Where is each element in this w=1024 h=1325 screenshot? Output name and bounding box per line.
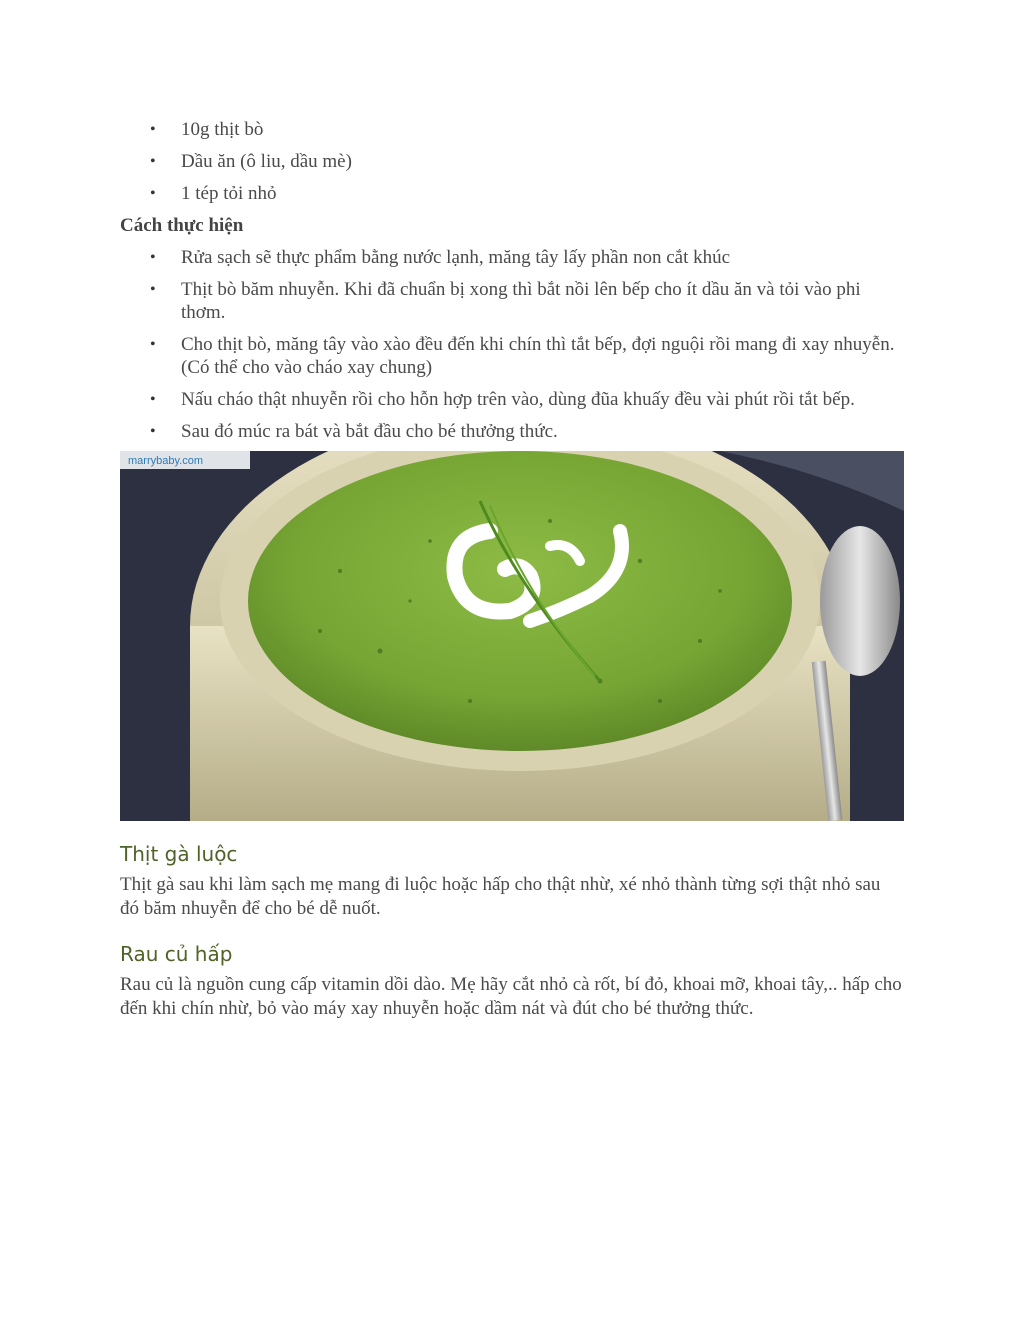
section-body-chicken: Thịt gà sau khi làm sạch mẹ mang đi luộc hoặc hấp cho thật nhừ, xé nhỏ thành từng sợi thật nhỏ sau đó băm nhuyễn để cho bé dễ nuốt. bbox=[120, 874, 881, 919]
document-page bbox=[120, 118, 904, 1021]
method-heading: Cách thực hiện bbox=[120, 215, 244, 236]
list-item: • 10g thịt bò bbox=[120, 118, 904, 141]
section-heading-chicken: Thịt gà luộc bbox=[120, 842, 238, 866]
ingredient-list bbox=[120, 118, 904, 205]
soup-photo bbox=[120, 451, 904, 821]
list-item: • Sau đó múc ra bát và bắt đầu cho bé thưởng thức. bbox=[120, 420, 904, 443]
list-item: • Cho thịt bò, măng tây vào xào đều đến khi chín thì tắt bếp, đợi nguội rồi mang đi xay nhuyễn. (Có thể cho vào cháo xay chung) bbox=[120, 333, 904, 379]
list-item: • Rửa sạch sẽ thực phẩm bằng nước lạnh, măng tây lấy phần non cắt khúc bbox=[120, 246, 904, 269]
steps-list bbox=[120, 246, 904, 443]
watermark-text: marrybaby.com bbox=[128, 455, 203, 467]
list-item: • 1 tép tỏi nhỏ bbox=[120, 182, 904, 205]
list-item: • Thịt bò băm nhuyễn. Khi đã chuẩn bị xong thì bắt nồi lên bếp cho ít dầu ăn và tỏi vào phi thơm. bbox=[120, 278, 904, 324]
section-heading-veg: Rau củ hấp bbox=[120, 942, 233, 966]
list-item: • Dầu ăn (ô liu, dầu mè) bbox=[120, 150, 904, 173]
list-item: • Nấu cháo thật nhuyễn rồi cho hỗn hợp trên vào, dùng đũa khuấy đều vài phút rồi tắt bếp. bbox=[120, 388, 904, 411]
section-body-veg: Rau củ là nguồn cung cấp vitamin dồi dào. Mẹ hãy cắt nhỏ cà rốt, bí đỏ, khoai mỡ, khoai tây,.. hấp cho đến khi chín nhừ, bỏ vào máy xay nhuyễn hoặc dầm nát và đút cho bé thưởng thức. bbox=[120, 974, 902, 1019]
